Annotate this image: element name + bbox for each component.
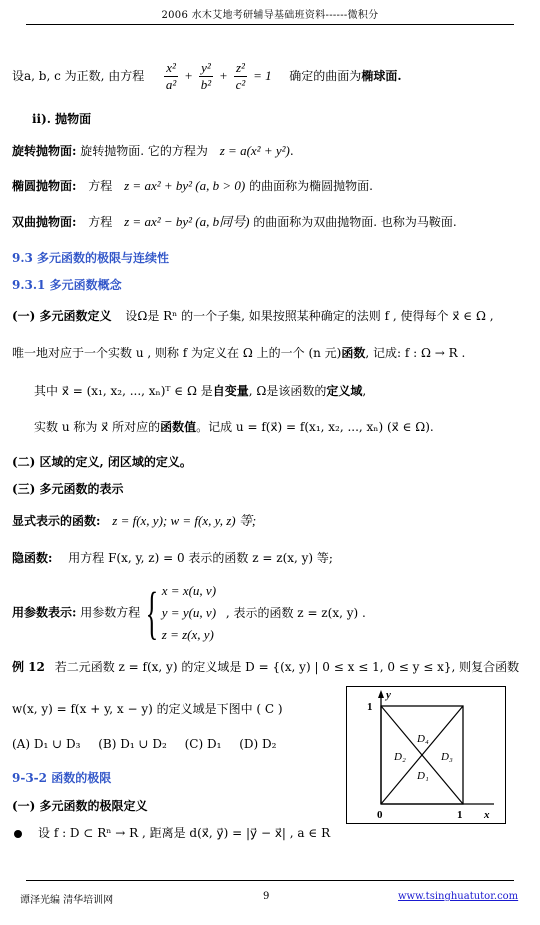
section-9-3-1-title: 9.3.1 多元函数概念 bbox=[12, 278, 122, 292]
footer-url-link[interactable]: www.tsinghuatutor.com bbox=[398, 891, 519, 902]
param-equations: x = x(u, v) y = y(u, v) z = z(x, y) bbox=[161, 583, 217, 642]
ii-heading: ii). 抛物面 bbox=[32, 112, 92, 126]
frac-z: $\frac{\text{z²}}{\text{c²}}$ bbox=[235, 60, 246, 92]
ellipsoid-suffix: 确定的曲面为 bbox=[289, 69, 362, 83]
def1-line4: 实数 u 称为 x⃗ 所对应的函数值。记成 u = f(x⃗) = f(x₁, x₂, ..., xₙ) (x⃗ ∈ Ω). bbox=[34, 420, 434, 434]
def1-line1: (一) 多元函数定义 设Ω是 Rⁿ 的一个子集, 如果按照某种确定的法则 f , 使得每个 x⃗ ∈ Ω , bbox=[12, 309, 494, 323]
y-axis-label: y bbox=[386, 689, 391, 701]
def1-line3: 其中 x⃗ = (x₁, x₂, ..., xₙ)ᵀ ∈ Ω 是自变量, Ω是该函数的定义域, bbox=[34, 384, 367, 398]
option-d: (D) D₂ bbox=[239, 737, 277, 751]
region-d4: D₄ bbox=[417, 733, 429, 745]
page-number: 9 bbox=[263, 891, 270, 902]
region-d3: D₃ bbox=[441, 751, 453, 763]
region-d1: D₁ bbox=[417, 770, 429, 782]
frac-y: $\frac{\text{y²}}{\text{b²}}$ bbox=[200, 60, 212, 92]
y-axis-arrow bbox=[378, 690, 384, 698]
param-line: 用参数表示: 用参数方程 { x = x(u, v) y = y(u, v) z = z(x, y) , 表示的函数 z = z(x, y) . bbox=[12, 580, 366, 645]
section-9-3-2-title: 9-3-2 函数的极限 bbox=[12, 771, 112, 785]
def1-label: (一) 多元函数定义 bbox=[12, 309, 112, 323]
footer-left: 谭泽光编 清华培训网 bbox=[20, 895, 114, 906]
left-brace: { bbox=[145, 580, 159, 645]
example-line1: 例 12 若二元函数 z = f(x, y) 的定义域是 D = {(x, y) | 0 ≤ x ≤ 1, 0 ≤ y ≤ x}, 则复合函数 bbox=[12, 660, 520, 674]
paraboloid-label: 椭圆抛物面: bbox=[12, 179, 77, 193]
page-header: 2006 水木艾地考研辅导基础班资料------微积分 bbox=[161, 10, 379, 21]
def2-heading: (二) 区域的定义, 闭区域的定义。 bbox=[12, 455, 192, 469]
header-rule bbox=[26, 24, 514, 25]
region-d2: D₂ bbox=[394, 751, 406, 763]
paraboloid-elliptic: 椭圆抛物面: 方程 z = ax² + by² (a, b > 0) 的曲面称为椭圆抛物面. bbox=[12, 178, 373, 193]
bullet-dot bbox=[14, 830, 22, 838]
bullet-line: 设 f : D ⊂ Rⁿ → R , 距离是 d(x⃗, y⃗) = |y⃗ − x⃗| , a ∈ R bbox=[14, 825, 330, 841]
paraboloid-hyperbolic: 双曲抛物面: 方程 z = ax² − by² (a, b同号) 的曲面称为双曲抛物面. 也称为马鞍面. bbox=[12, 214, 457, 229]
region-figure bbox=[346, 686, 506, 824]
y-tick-label: 1 bbox=[367, 701, 373, 713]
paraboloid-label: 双曲抛物面: bbox=[12, 215, 77, 229]
ellipsoid-eq: = 1 bbox=[253, 68, 272, 83]
option-b: (B) D₁ ∪ D₂ bbox=[98, 737, 167, 751]
x-tick-label: 1 bbox=[457, 809, 463, 821]
ellipsoid-term: 椭球面. bbox=[361, 69, 402, 83]
footer-rule bbox=[26, 880, 514, 881]
paraboloid-label: 旋转抛物面: bbox=[12, 144, 77, 158]
option-c: (C) D₁ bbox=[184, 737, 222, 751]
ellipsoid-line: 设a, b, c 为正数, 由方程 $\frac{\text{x²}}{\text{a²}}$ + $\frac{\text{y²}}{\text{b²}}$ + $\frac{\text{z²}}{\text{c²}}$ = 1 确定的曲面为椭球面. bbox=[12, 60, 402, 92]
example-options bbox=[12, 736, 276, 752]
limit-def-heading: (一) 多元函数的极限定义 bbox=[12, 799, 148, 813]
implicit-line: 隐函数: 用方程 F(x, y, z) = 0 表示的函数 z = z(x, y) 等; bbox=[12, 551, 333, 565]
example-line2: w(x, y) = f(x + y, x − y) 的定义域是下图中 ( C ) bbox=[12, 702, 283, 716]
frac-x: $\frac{\text{x²}}{\text{a²}}$ bbox=[165, 60, 177, 92]
def3-heading: (三) 多元函数的表示 bbox=[12, 482, 124, 496]
section-9-3-title: 9.3 多元函数的极限与连续性 bbox=[12, 251, 170, 265]
x-axis-label: x bbox=[484, 809, 490, 821]
option-a: (A) D₁ ∪ D₃ bbox=[12, 737, 81, 751]
def1-line2: 唯一地对应于一个实数 u , 则称 f 为定义在 Ω 上的一个 (n 元)函数, 记成: f : Ω → R . bbox=[12, 346, 466, 360]
origin-label: 0 bbox=[377, 809, 383, 821]
ellipsoid-prefix: 设a, b, c 为正数, 由方程 bbox=[12, 69, 145, 83]
paraboloid-rotation: 旋转抛物面: 旋转抛物面. 它的方程为 z = a(x² + y²). bbox=[12, 143, 294, 158]
explicit-line: 显式表示的函数: z = f(x, y); w = f(x, y, z) 等; bbox=[12, 513, 257, 528]
example-label: 例 12 bbox=[12, 660, 45, 674]
